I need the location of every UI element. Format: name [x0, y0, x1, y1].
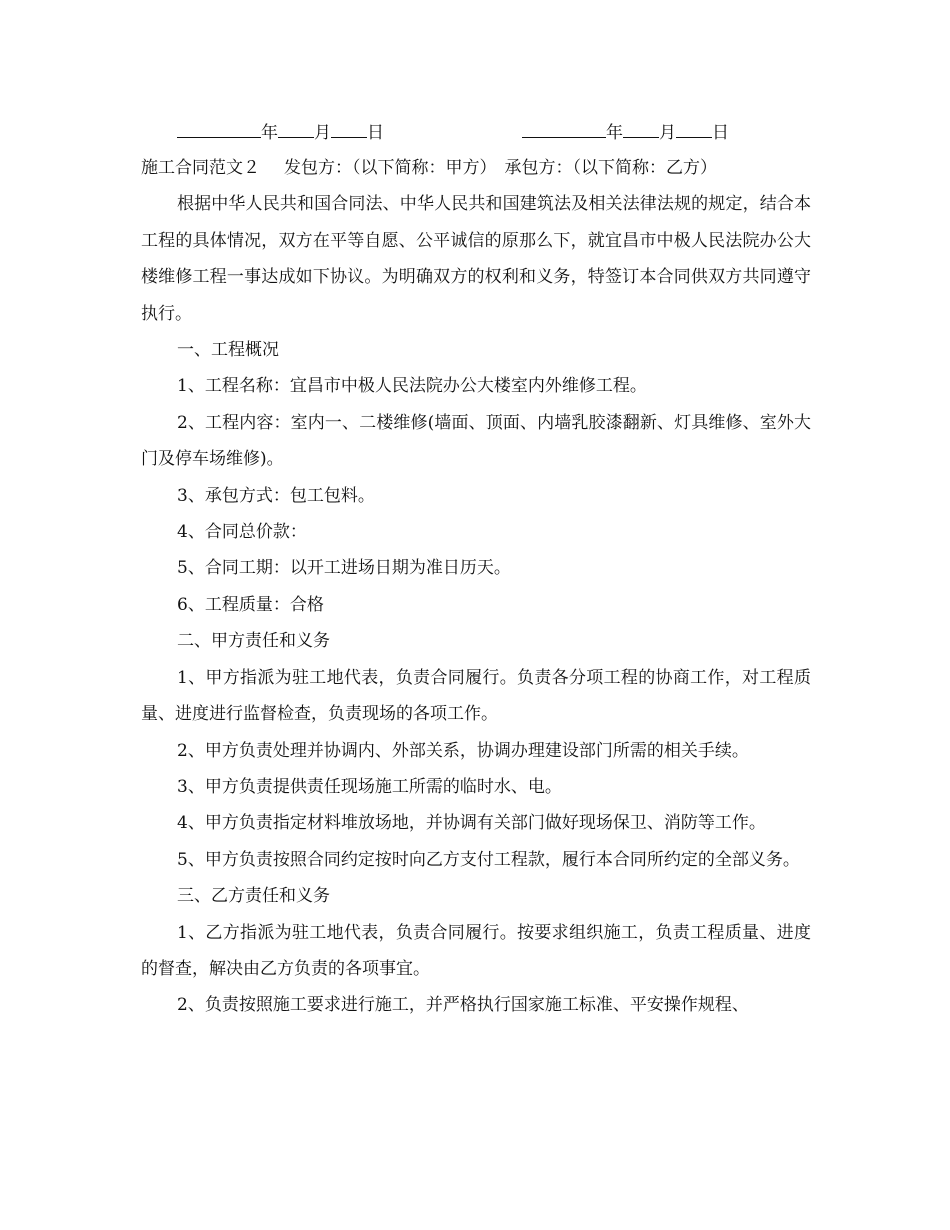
year-label: 年 — [606, 123, 623, 143]
year-blank — [522, 120, 606, 138]
document-title: 施工合同范文２ — [141, 158, 260, 178]
contract-heading — [141, 150, 811, 186]
section-heading-party-b: 三、乙方责任和义务 — [177, 886, 330, 907]
month-label: 月 — [659, 123, 676, 143]
day-blank — [331, 120, 367, 138]
party-b-label: 承包方：（以下简称：乙方） — [504, 158, 717, 178]
section-heading-overview: 一、工程概况 — [177, 340, 279, 361]
year-label: 年 — [261, 123, 278, 143]
party-a-clause-1: 1、甲方指派为驻工地代表，负责合同履行。负责各分项工程的协商工作，对工程质量、进度进行监督检查，负责现场的各项工作。 — [141, 667, 811, 725]
date-line-left — [177, 120, 384, 145]
clause-contract-method: 3、承包方式：包工包料。 — [177, 485, 375, 506]
section-heading-party-a: 二、甲方责任和义务 — [177, 631, 330, 652]
day-blank — [676, 120, 712, 138]
document-body — [141, 150, 811, 1024]
clause-project-name: 1、工程名称：宜昌市中极人民法院办公大楼室内外维修工程。 — [177, 376, 647, 397]
party-a-clause-2: 2、甲方负责处理并协调内、外部关系，协调办理建设部门所需的相关手续。 — [177, 740, 749, 761]
party-a-clause-3: 3、甲方负责提供责任现场施工所需的临时水、电。 — [177, 776, 562, 797]
month-blank — [278, 120, 314, 138]
date-line-right — [522, 120, 729, 145]
clause-project-content: 2、工程内容：室内一、二楼维修(墙面、顶面、内墙乳胶漆翻新、灯具维修、室外大门及停车场维修)。 — [141, 412, 811, 470]
day-label: 日 — [712, 123, 729, 143]
month-label: 月 — [314, 123, 331, 143]
clause-total-price: 4、合同总价款： — [177, 522, 307, 543]
party-a-clause-5: 5、甲方负责按照合同约定按时向乙方支付工程款，履行本合同所约定的全部义务。 — [177, 849, 800, 870]
party-b-clause-2: 2、负责按照施工要求进行施工，并严格执行国家施工标准、平安操作规程、 — [177, 995, 749, 1016]
day-label: 日 — [367, 123, 384, 143]
preamble-paragraph: 根据中华人民共和国合同法、中华人民共和国建筑法及相关法律法规的规定，结合本工程的具体情况，双方在平等自愿、公平诚信的原那么下，就宜昌市中极人民法院办公大楼维修工程一事达成如下协议。为明确双方的权利和义务，特签订本合同供双方共同遵守执行。 — [141, 194, 811, 324]
clause-quality: 6、工程质量：合格 — [177, 594, 324, 615]
month-blank — [623, 120, 659, 138]
year-blank — [177, 120, 261, 138]
party-b-clause-1: 1、乙方指派为驻工地代表，负责合同履行。按要求组织施工，负责工程质量、进度的督查，解决由乙方负责的各项事宜。 — [141, 922, 811, 979]
party-a-label: 发包方：（以下简称：甲方） — [284, 158, 497, 178]
clause-duration: 5、合同工期：以开工进场日期为准日历天。 — [177, 558, 511, 579]
party-a-clause-4: 4、甲方负责指定材料堆放场地，并协调有关部门做好现场保卫、消防等工作。 — [177, 813, 766, 834]
